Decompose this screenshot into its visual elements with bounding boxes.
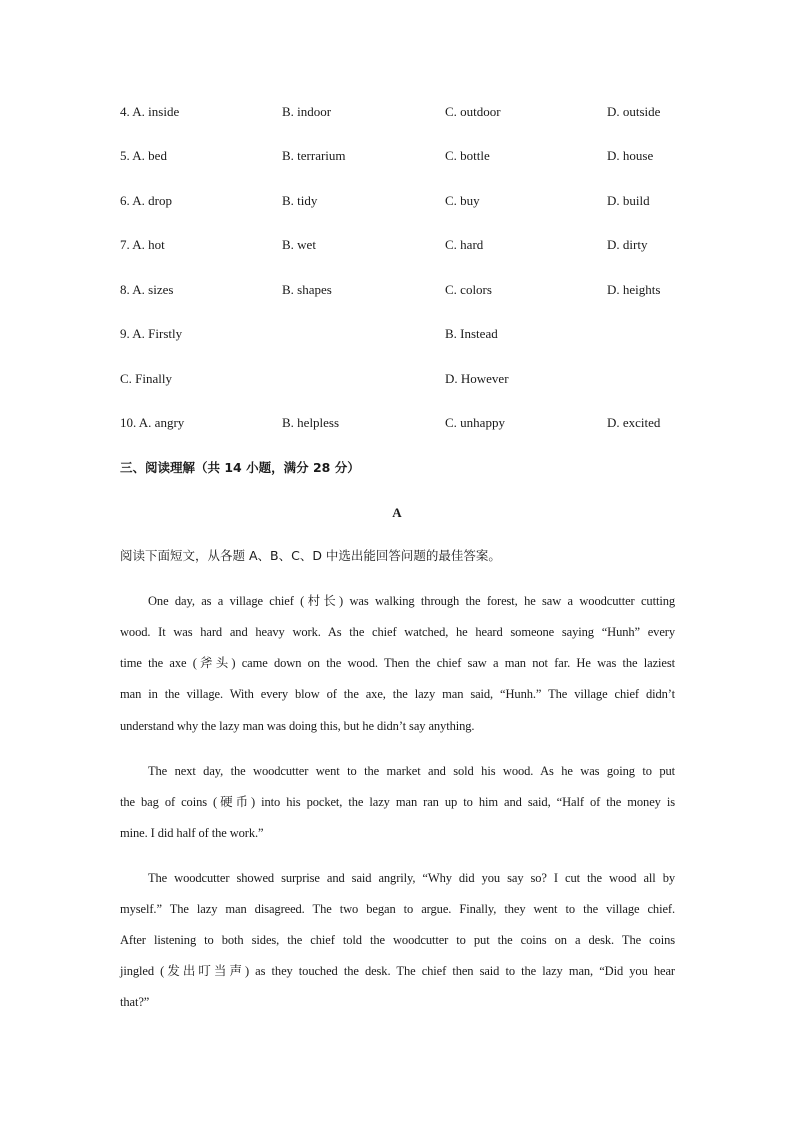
- paragraph-line: After listening to both sides, the chief told the woodcutter to put the coins on a desk. The coins: [120, 933, 675, 947]
- paragraph-line: The woodcutter showed surprise and said angrily, “Why did you say so? I cut the wood all by: [148, 871, 675, 885]
- option-c: C. Finally: [120, 371, 173, 386]
- option-a: 10. A. angry: [120, 415, 185, 430]
- option-a: 5. A. bed: [120, 148, 167, 163]
- option-c: C. hard: [445, 237, 484, 252]
- option-b: B. Instead: [445, 326, 498, 341]
- question-9-options-row-2: [0, 369, 794, 389]
- option-b: B. wet: [282, 237, 316, 252]
- paragraph-line: that?”: [120, 995, 150, 1009]
- passage-label: A: [392, 505, 402, 520]
- section-heading: 三、阅读理解（共 14 小题，满分 28 分）: [120, 460, 360, 475]
- option-d: D. However: [445, 371, 509, 386]
- option-c: C. outdoor: [445, 104, 501, 119]
- question-6-options: [0, 191, 794, 211]
- paragraph-line: jingled (发出叮当声) as they touched the desk. The chief then said to the lazy man, “Did you hear: [120, 964, 675, 978]
- option-a: 9. A. Firstly: [120, 326, 183, 341]
- option-c: C. unhappy: [445, 415, 505, 430]
- paragraph-line: myself.” The lazy man disagreed. The two began to argue. Finally, they went to the village chief.: [120, 902, 675, 916]
- option-a: 8. A. sizes: [120, 282, 174, 297]
- option-d: D. excited: [607, 415, 661, 430]
- option-c: C. bottle: [445, 148, 490, 163]
- question-4-options: [0, 102, 794, 122]
- option-a: 7. A. hot: [120, 237, 165, 252]
- paragraph-line: man in the village. With every blow of the axe, the lazy man said, “Hunh.” The village chief didn’t: [120, 687, 675, 701]
- question-7-options: [0, 235, 794, 255]
- paragraph-line: mine. I did half of the work.”: [120, 826, 264, 840]
- question-10-options: [0, 413, 794, 433]
- paragraph-line: One day, as a village chief (村长) was walking through the forest, he saw a woodcutter cutting: [148, 594, 675, 608]
- paragraph-line: wood. It was hard and heavy work. As the chief watched, he heard someone saying “Hunh” every: [120, 625, 675, 639]
- option-d: D. outside: [607, 104, 661, 119]
- option-c: C. buy: [445, 193, 480, 208]
- paragraph-line: the bag of coins (硬币) into his pocket, the lazy man ran up to him and said, “Half of the money is: [120, 795, 675, 809]
- option-c: C. colors: [445, 282, 492, 297]
- option-b: B. tidy: [282, 193, 318, 208]
- question-9-options-row-1: [0, 324, 794, 344]
- option-a: 4. A. inside: [120, 104, 180, 119]
- paragraph-line: understand why the lazy man was doing this, but he didn’t say anything.: [120, 719, 475, 733]
- question-5-options: [0, 146, 794, 166]
- option-b: B. indoor: [282, 104, 332, 119]
- question-8-options: [0, 280, 794, 300]
- paragraph-line: time the axe (斧头) came down on the wood. Then the chief saw a man not far. He was the laziest: [120, 656, 675, 670]
- option-d: D. heights: [607, 282, 661, 297]
- option-d: D. build: [607, 193, 650, 208]
- option-b: B. helpless: [282, 415, 340, 430]
- reading-instruction: 阅读下面短文，从各题 A、B、C、D 中选出能回答问题的最佳答案。: [120, 548, 501, 563]
- option-d: D. dirty: [607, 237, 648, 252]
- paragraph-line: The next day, the woodcutter went to the market and sold his wood. As he was going to put: [148, 764, 675, 778]
- option-b: B. terrarium: [282, 148, 346, 163]
- option-d: D. house: [607, 148, 654, 163]
- option-a: 6. A. drop: [120, 193, 172, 208]
- option-b: B. shapes: [282, 282, 332, 297]
